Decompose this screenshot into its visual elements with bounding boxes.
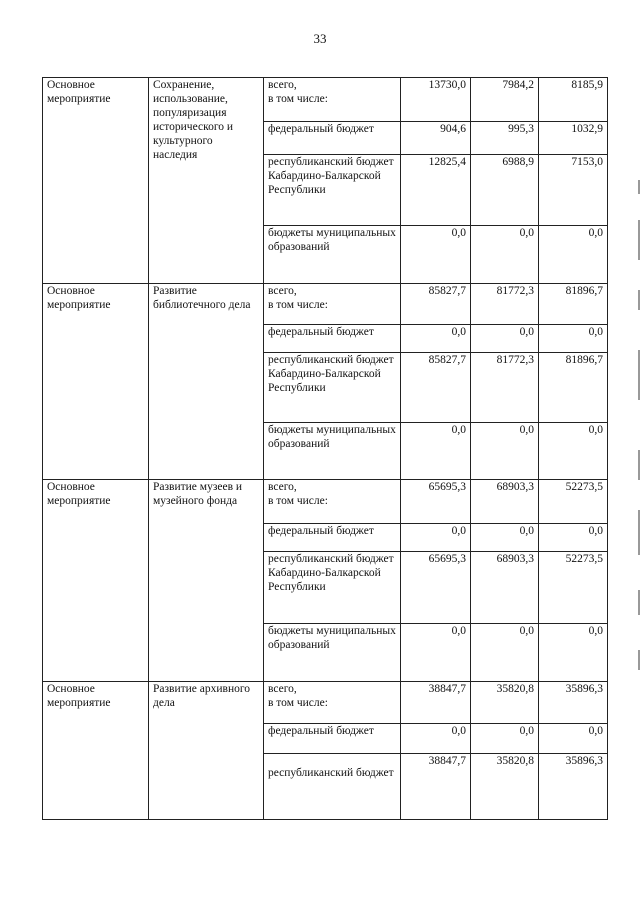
value-cell: 12825,4 [401, 155, 471, 226]
value-cell: 995,3 [471, 122, 539, 155]
activity-type-cell: Основное мероприятие [43, 284, 149, 480]
budget-source-cell: всего, в том числе: [264, 78, 401, 122]
value-cell: 35896,3 [539, 754, 608, 820]
budget-source-cell: республиканский бюджет Кабардино-Балкарской Республики [264, 155, 401, 226]
activity-name-cell: Сохранение, использование, популяризация исторического и культурного наследия [149, 78, 264, 284]
budget-source-cell: бюджеты муниципальных образований [264, 423, 401, 480]
value-cell: 1032,9 [539, 122, 608, 155]
value-cell: 81772,3 [471, 353, 539, 423]
budget-source-cell: всего, в том числе: [264, 682, 401, 724]
budget-source-cell: федеральный бюджет [264, 524, 401, 552]
table-row [43, 284, 608, 325]
activity-name-cell: Развитие архивного дела [149, 682, 264, 820]
value-cell: 0,0 [471, 226, 539, 284]
value-cell: 65695,3 [401, 552, 471, 624]
value-cell: 52273,5 [539, 552, 608, 624]
value-cell: 0,0 [401, 226, 471, 284]
value-cell: 0,0 [539, 624, 608, 682]
value-cell: 52273,5 [539, 480, 608, 524]
value-cell: 0,0 [539, 423, 608, 480]
value-cell: 7153,0 [539, 155, 608, 226]
value-cell: 13730,0 [401, 78, 471, 122]
value-cell: 38847,7 [401, 754, 471, 820]
table-row [43, 480, 608, 524]
value-cell: 7984,2 [471, 78, 539, 122]
value-cell: 65695,3 [401, 480, 471, 524]
budget-source-cell: республиканский бюджет Кабардино-Балкарской Республики [264, 552, 401, 624]
value-cell: 35820,8 [471, 682, 539, 724]
activity-type-cell: Основное мероприятие [43, 78, 149, 284]
table-row [43, 78, 608, 122]
value-cell: 0,0 [539, 325, 608, 353]
budget-source-cell: бюджеты муниципальных образований [264, 226, 401, 284]
value-cell: 35820,8 [471, 754, 539, 820]
value-cell: 0,0 [539, 724, 608, 754]
value-cell: 0,0 [401, 325, 471, 353]
value-cell: 68903,3 [471, 552, 539, 624]
value-cell: 0,0 [471, 724, 539, 754]
page-number: 33 [313, 31, 327, 46]
activity-name-cell: Развитие музеев и музейного фонда [149, 480, 264, 682]
budget-table [42, 77, 608, 820]
value-cell: 68903,3 [471, 480, 539, 524]
value-cell: 0,0 [401, 724, 471, 754]
value-cell: 0,0 [471, 325, 539, 353]
budget-source-cell: бюджеты муниципальных образований [264, 624, 401, 682]
table-row [43, 682, 608, 724]
value-cell: 0,0 [401, 524, 471, 552]
value-cell: 904,6 [401, 122, 471, 155]
value-cell: 0,0 [471, 524, 539, 552]
budget-source-cell: всего, в том числе: [264, 480, 401, 524]
activity-type-cell: Основное мероприятие [43, 480, 149, 682]
value-cell: 81896,7 [539, 353, 608, 423]
value-cell: 81896,7 [539, 284, 608, 325]
budget-source-cell: федеральный бюджет [264, 122, 401, 155]
value-cell: 0,0 [401, 423, 471, 480]
budget-source-cell: республиканский бюджет Кабардино-Балкарской Республики [264, 353, 401, 423]
activity-type-cell: Основное мероприятие [43, 682, 149, 820]
budget-source-cell: всего, в том числе: [264, 284, 401, 325]
value-cell: 8185,9 [539, 78, 608, 122]
activity-name-cell: Развитие библиотечного дела [149, 284, 264, 480]
value-cell: 85827,7 [401, 353, 471, 423]
value-cell: 0,0 [471, 423, 539, 480]
value-cell: 81772,3 [471, 284, 539, 325]
budget-source-cell: федеральный бюджет [264, 724, 401, 754]
value-cell: 35896,3 [539, 682, 608, 724]
budget-source-cell: федеральный бюджет [264, 325, 401, 353]
value-cell: 0,0 [401, 624, 471, 682]
value-cell: 0,0 [539, 524, 608, 552]
value-cell: 85827,7 [401, 284, 471, 325]
value-cell: 6988,9 [471, 155, 539, 226]
value-cell: 38847,7 [401, 682, 471, 724]
value-cell: 0,0 [471, 624, 539, 682]
value-cell: 0,0 [539, 226, 608, 284]
budget-source-cell: республиканский бюджет [264, 754, 401, 820]
